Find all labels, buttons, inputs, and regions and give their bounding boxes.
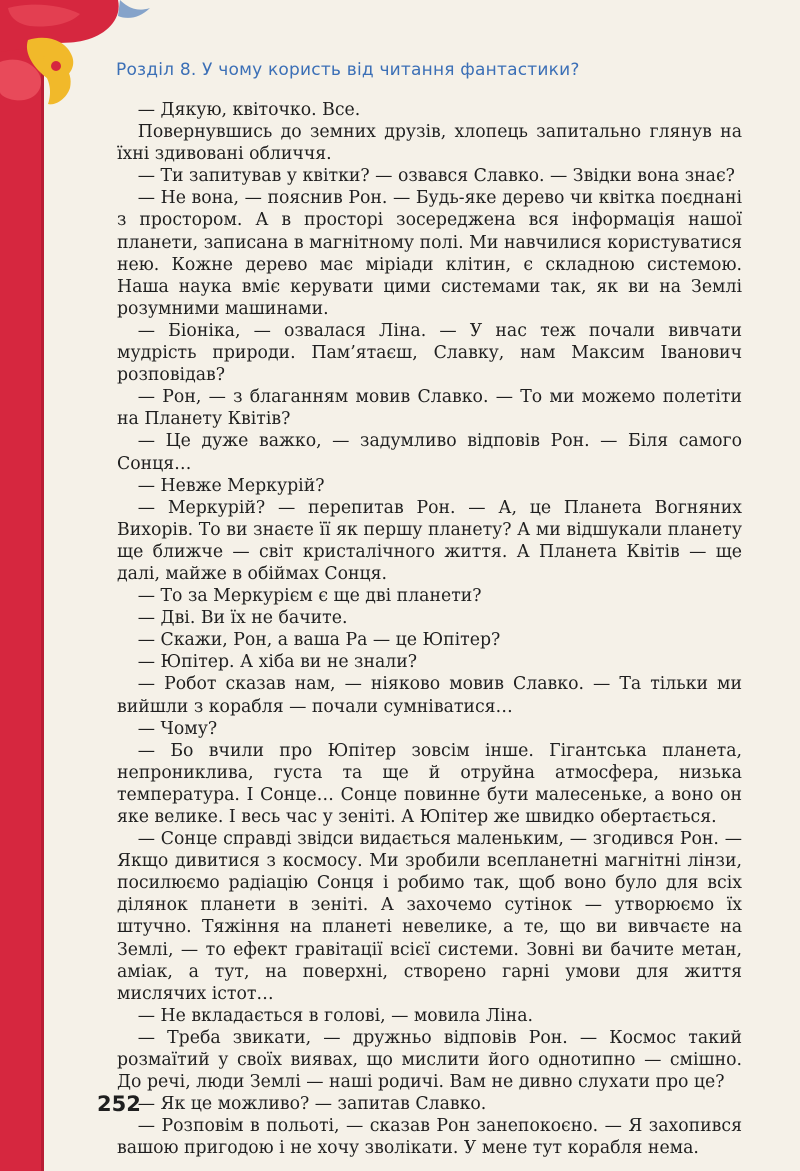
paragraph: — Як це можливо? — запитав Славко. xyxy=(137,1094,487,1115)
paragraph: — Не вона, — пояснив Рон. — Будь-яке дерево чи квітка поєднані з простором. А в просторі зосереджена вся інформація нашої планети, записана в магнітному полі. Ми навчилися користуватися нею. Кожне дерево має міріади клітин, є складною системою. Наша наука вміє керувати цими системами так, як ви на Землі розумними машинами. xyxy=(117,188,742,319)
paragraph: — Скажи, Рон, а ваша Ра — це Юпітер? xyxy=(137,630,501,651)
page-number: 252 xyxy=(97,1092,141,1116)
paragraph: — Треба звикати, — дружньо відповів Рон. — Космос такий розмаїтий у своїх виявах, що мислити його однотипно — смішно. До речі, люди Землі — наші родичі. Вам не дивно слухати про це? xyxy=(117,1027,742,1093)
paragraph: — Бо вчили про Юпітер зовсім інше. Гігантська планета, непрониклива, густа та ще й отруйна атмосфера, низька температура. І Сонце… Сонце повинне бути малесеньке, а воно он яке велике. І весь час у зеніті. А Юпітер же швидко обертається. xyxy=(117,740,742,827)
paragraph: — Не вкладається в голові, — мовила Ліна. xyxy=(137,1005,533,1026)
side-color-band xyxy=(0,0,44,1171)
paragraph: — Дякую, квіточко. Все. xyxy=(137,100,361,120)
paragraph: — Дві. Ви їх не бачите. xyxy=(137,608,348,629)
paragraph: — Невже Меркурій? xyxy=(137,475,325,496)
paragraph: — Юпітер. А хіба ви не знали? xyxy=(137,652,418,673)
paragraph: Повернувшись до земних друзів, хлопець запитально глянув на їхні здивовані обличчя. xyxy=(117,122,742,165)
paragraph: — Сонце справді звідси видається маленьким, — згодився Рон. — Якщо дивитися з космосу. Ми зробили всепланетні магнітні лінзи, посилюємо радіацію Сонця і робимо так, щоб воно було для всіх ділянок планети в зеніті. А захочемо сутінок — утворюємо їх штучно. Тяжіння на планеті невелике, а те, що ви вивчаєте на Землі, — то ефект гравітації всієї системи. Зовні ви бачите метан, аміак, а тут, на поверхні, створено гарні умови для життя мислячих істот… xyxy=(117,829,742,1004)
paragraph: — Рон, — з благанням мовив Славко. — То ми можемо полетіти на Планету Квітів? xyxy=(117,387,742,430)
paragraph: — Ти запитував у квітки? — озвався Славко. — Звідки вона знає? xyxy=(137,166,735,187)
paragraph: — То за Меркурієм є ще дві планети? xyxy=(137,586,482,607)
paragraph: — Чому? xyxy=(137,718,218,739)
paragraph: — Розповім в польоті, — сказав Рон занепокоєно. — Я захопився вашою пригодою і не хочу зволікати. У мене тут корабля нема. xyxy=(117,1116,742,1159)
paragraph: — Меркурій? — перепитав Рон. — А, це Планета Вогняних Вихорів. То ви знаєте її як першу планету? А ми відшукали планету ще ближче — світ кристалічного життя. А Планета Квітів — ще далі, майже в обіймах Сонця. xyxy=(117,497,742,584)
chapter-header: Розділ 8. У чому користь від читання фантастики? xyxy=(116,60,580,80)
paragraph: — Це дуже важко, — задумливо відповів Рон. — Біля самого Сонця… xyxy=(117,431,742,474)
paragraph: — Біоніка, — озвалася Ліна. — У нас теж почали вивчати мудрість природи. Пам’ятаєш, Славку, нам Максим Іванович розповідав? xyxy=(117,320,742,386)
paragraph: — Робот сказав нам, — ніяково мовив Славко. — Та тільки ми вийшли з корабля — почали сумніватися… xyxy=(117,674,742,717)
story-text xyxy=(117,99,742,1160)
